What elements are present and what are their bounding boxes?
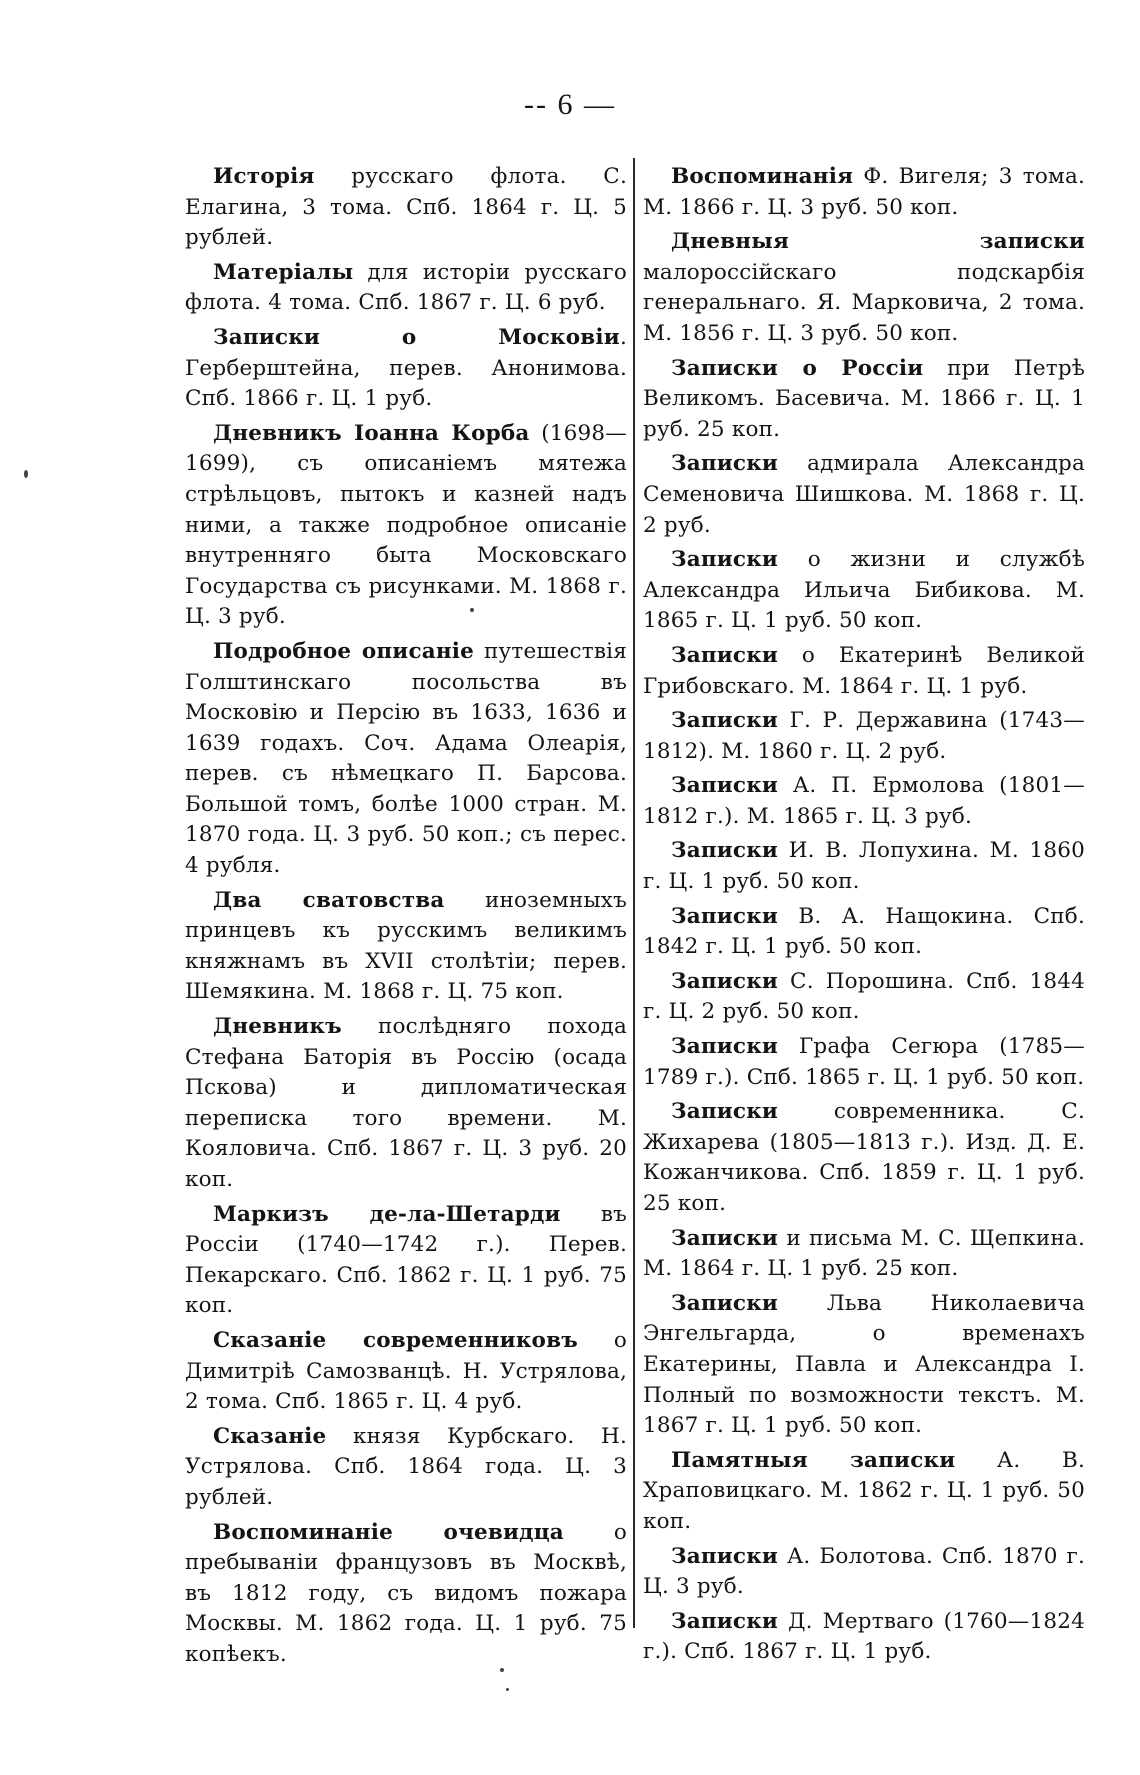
entry-details: В. А. Нащокина. Спб. 1842 г. Ц. 1 руб. 50 коп. xyxy=(643,903,1085,960)
left-catalog-entry xyxy=(185,1200,627,1322)
right-catalog-entry xyxy=(643,449,1085,541)
entry-details: (1698—1699), съ описаніемъ мятежа стрѣльцовъ, пытокъ и казней надъ ними, а также подробное описаніе внутренняго быта Московскаго Государства съ рисунками. М. 1868 г. Ц. 3 руб. xyxy=(185,420,627,630)
right-catalog-entry xyxy=(643,227,1085,349)
entry-title: Памятныя записки xyxy=(671,1447,956,1473)
entry-title: Сказаніе xyxy=(213,1423,327,1449)
right-catalog-entry xyxy=(643,1607,1085,1668)
entry-title: Записки xyxy=(671,1225,779,1251)
entry-details: о Екатеринѣ Великой Грибовскаго. М. 1864 г. Ц. 1 руб. xyxy=(643,642,1085,699)
entry-title: Записки xyxy=(671,547,779,573)
left-catalog-entry xyxy=(185,637,627,882)
entry-title: Записки xyxy=(671,773,779,799)
entry-title: Исторія xyxy=(213,164,315,189)
print-speck xyxy=(24,470,28,478)
left-catalog-entry xyxy=(185,1518,627,1671)
left-catalog-entry xyxy=(185,162,627,254)
entry-title: Два сватовства xyxy=(213,887,445,913)
print-speck xyxy=(500,1668,504,1672)
entry-title: Воспоминанія xyxy=(671,164,854,189)
entry-title: Записки xyxy=(671,642,779,668)
entry-details: путешествія Голштинскаго посольства въ Московію и Персію въ 1633, 1636 и 1639 годахъ. Соч. Адама Олеарія, перев. съ нѣмецкаго П. Барсова. Большой томъ, болѣе 1000 стран. М. 1870 года. Ц. 3 руб. 50 коп.; съ перес. 4 рубля. xyxy=(185,638,627,879)
entry-title: Записки xyxy=(671,708,779,734)
right-column xyxy=(643,162,1085,1672)
entry-title: Сказаніе современниковъ xyxy=(213,1327,578,1353)
entry-details: иноземныхъ принцевъ къ русскимъ великимъ княжнамъ въ XVII столѣтіи; перев. Шемякина. М. 1868 г. Ц. 75 коп. xyxy=(185,887,627,1005)
right-catalog-entry xyxy=(643,545,1085,637)
right-catalog-entry xyxy=(643,641,1085,702)
right-catalog-entry xyxy=(643,836,1085,897)
column-divider xyxy=(633,158,635,1628)
entry-details: Г. Р. Державина (1743—1812). М. 1860 г. Ц. 2 руб. xyxy=(643,708,1085,764)
left-catalog-entry xyxy=(185,1422,627,1514)
left-catalog-entry xyxy=(185,323,627,415)
right-catalog-entry xyxy=(643,1097,1085,1219)
left-catalog-entry xyxy=(185,419,627,633)
page-number: -- 6 — xyxy=(524,88,616,121)
entry-title: Записки xyxy=(671,1099,779,1125)
right-catalog-entry xyxy=(643,706,1085,767)
right-catalog-entry xyxy=(643,1032,1085,1093)
left-column xyxy=(185,162,627,1675)
entry-details: при Петрѣ Великомъ. Басевича. М. 1866 г. Ц. 1 руб. 25 коп. xyxy=(643,355,1085,442)
entry-title: Записки о Россіи xyxy=(671,355,924,381)
right-catalog-entry xyxy=(643,1542,1085,1603)
right-catalog-entry xyxy=(643,771,1085,832)
entry-title: Воспоминаніе очевидца xyxy=(213,1519,564,1545)
entry-details: А. В. Храповицкаго. М. 1862 г. Ц. 1 руб. 50 коп. xyxy=(643,1447,1085,1534)
entry-details: Ф. Вигеля; 3 тома. М. 1866 г. Ц. 3 руб. 50 коп. xyxy=(643,164,1085,220)
entry-details: А. П. Ермолова (1801—1812 г.). М. 1865 г. Ц. 3 руб. xyxy=(643,773,1085,829)
entry-title: Записки xyxy=(671,838,779,864)
left-catalog-entry xyxy=(185,1326,627,1418)
entry-details: въ Россіи (1740—1742 г.). Перев. Пекарскаго. Спб. 1862 г. Ц. 1 руб. 75 коп. xyxy=(185,1201,627,1319)
entry-details: о пребываніи французовъ въ Москвѣ, въ 1812 году, съ видомъ пожара Москвы. М. 1862 года. Ц. 1 руб. 75 копѣекъ. xyxy=(185,1519,627,1667)
entry-title: Записки xyxy=(671,903,779,929)
entry-details: Льва Николаевича Энгельгарда, о временахъ Екатерины, Павла и Александра I. Полный по возможности текстъ. М. 1867 г. Ц. 1 руб. 50 коп. xyxy=(643,1290,1085,1439)
right-catalog-entry xyxy=(643,967,1085,1028)
left-catalog-entry xyxy=(185,1012,627,1196)
entry-details: о Димитріѣ Самозванцѣ. Н. Устрялова, 2 тома. Спб. 1865 г. Ц. 4 руб. xyxy=(185,1327,627,1415)
entry-title: Дневникъ xyxy=(213,1014,342,1040)
entry-details: И. В. Лопухина. М. 1860 г. Ц. 1 руб. 50 коп. xyxy=(643,838,1085,895)
entry-details: Д. Мертваго (1760—1824 г.). Спб. 1867 г. Ц. 1 руб. xyxy=(643,1608,1085,1665)
right-catalog-entry xyxy=(643,902,1085,963)
entry-title: Записки xyxy=(671,1543,779,1569)
entry-details: А. Болотова. Спб. 1870 г. Ц. 3 руб. xyxy=(643,1543,1085,1600)
entry-details: о жизни и службѣ Александра Ильича Бибикова. М. 1865 г. Ц. 1 руб. 50 коп. xyxy=(643,547,1085,634)
print-speck xyxy=(506,1688,509,1691)
right-catalog-entry xyxy=(643,162,1085,223)
entry-title: Записки xyxy=(671,968,779,994)
left-catalog-entry xyxy=(185,886,627,1008)
entry-details: князя Курбскаго. Н. Устрялова. Спб. 1864 года. Ц. 3 рублей. xyxy=(185,1423,627,1510)
entry-details: русскаго флота. С. Елагина, 3 тома. Спб. 1864 г. Ц. 5 рублей. xyxy=(185,164,627,251)
entry-title: Подробное описаніе xyxy=(213,638,475,664)
entry-details: С. Порошина. Спб. 1844 г. Ц. 2 руб. 50 коп. xyxy=(643,968,1085,1025)
entry-title: Матеріалы xyxy=(213,259,354,285)
entry-title: Записки xyxy=(671,451,779,477)
entry-details: адмирала Александра Семеновича Шишкова. М. 1868 г. Ц. 2 руб. xyxy=(643,451,1085,538)
entry-title: Записки xyxy=(671,1608,779,1634)
entry-title: Дневныя записки xyxy=(671,229,1085,255)
entry-details: и письма М. С. Щепкина. М. 1864 г. Ц. 1 руб. 25 коп. xyxy=(643,1225,1085,1282)
entry-title: Дневникъ Іоанна Корба xyxy=(213,420,530,446)
print-speck xyxy=(470,608,474,612)
entry-details: малороссійскаго подскарбія генеральнаго. Я. Марковича, 2 тома. М. 1856 г. Ц. 3 руб. 50 коп. xyxy=(643,259,1085,346)
left-catalog-entry xyxy=(185,258,627,319)
entry-title: Записки xyxy=(671,1290,779,1316)
entry-title: Записки xyxy=(671,1034,779,1060)
right-catalog-entry xyxy=(643,1289,1085,1442)
right-catalog-entry xyxy=(643,1446,1085,1538)
right-catalog-entry xyxy=(643,1224,1085,1285)
entry-title: Маркизъ де-ла-Шетарди xyxy=(213,1201,561,1227)
right-catalog-entry xyxy=(643,354,1085,446)
entry-details: Графа Сегюра (1785—1789 г.). Спб. 1865 г. Ц. 1 руб. 50 коп. xyxy=(643,1034,1085,1090)
entry-details: современника. С. Жихарева (1805—1813 г.). Изд. Д. Е. Кожанчикова. Спб. 1859 г. Ц. 1 руб. 25 коп. xyxy=(643,1099,1085,1216)
entry-details: для исторіи русскаго флота. 4 тома. Спб. 1867 г. Ц. 6 руб. xyxy=(185,259,627,316)
entry-details: послѣдняго похода Стефана Баторія въ Россію (осада Пскова) и дипломатическая переписка того времени. М. Кояловича. Спб. 1867 г. Ц. 3 руб. 20 коп. xyxy=(185,1014,627,1192)
entry-title: Записки о Московіи xyxy=(213,324,620,350)
entry-details: . Герберштейна, перев. Анонимова. Спб. 1866 г. Ц. 1 руб. xyxy=(185,324,627,412)
